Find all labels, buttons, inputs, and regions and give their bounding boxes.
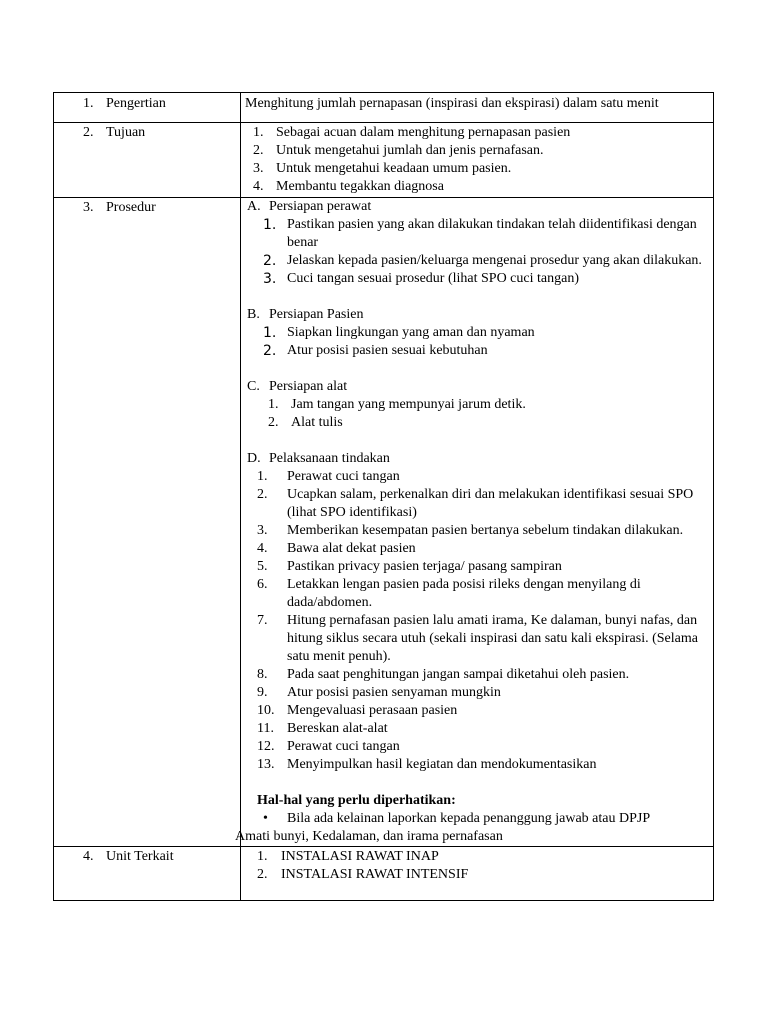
section-title: C. Persiapan alat bbox=[247, 379, 348, 394]
row-number: 1. bbox=[83, 96, 94, 111]
list-item: 2. Ucapkan salam, perkenalkan diri dan melakukan identifikasi sesuai SPO (lihat SPO identifikasi) bbox=[257, 487, 694, 520]
list-item: 7. Hitung pernafasan pasien lalu amati irama, Ke dalaman, bunyi nafas, dan hitung siklus secara utuh (sekali inspirasi dan satu kali ekspirasi. (Selama satu menit penuh). bbox=[257, 613, 698, 664]
tujuan-list bbox=[253, 124, 713, 196]
row-label: Tujuan bbox=[106, 125, 146, 140]
list-item: 1. Jam tangan yang mempunyai jarum detik. bbox=[268, 397, 526, 412]
label-cell bbox=[54, 93, 241, 123]
list-item: 9. Atur posisi pasien senyaman mungkin bbox=[257, 685, 501, 700]
notes-bullet-item: • Bila ada kelainan laporkan kepada penanggung jawab atau DPJP bbox=[263, 811, 651, 826]
list-item: 13. Menyimpulkan hasil kegiatan dan mendokumentasikan bbox=[257, 757, 597, 772]
list-item: 4. Membantu tegakkan diagnosa bbox=[253, 179, 444, 194]
section-pelaksanaan-tindakan bbox=[241, 450, 713, 774]
list-item: 2. Jelaskan kepada pasien/keluarga mengenai prosedur yang akan dilakukan. bbox=[263, 253, 702, 269]
list-item: 2. Atur posisi pasien sesuai kebutuhan bbox=[263, 343, 488, 359]
section-persiapan-alat bbox=[241, 378, 713, 432]
list-item: 8. Pada saat penghitungan jangan sampai diketahui oleh pasien. bbox=[257, 667, 630, 682]
row-pengertian bbox=[54, 93, 714, 123]
list-item: 10. Mengevaluasi perasaan pasien bbox=[257, 703, 458, 718]
list-item: 6. Letakkan lengan pasien pada posisi rileks dengan menyilang di dada/abdomen. bbox=[257, 577, 641, 610]
section-title: A. Persiapan perawat bbox=[247, 199, 372, 214]
list-item: 5. Pastikan privacy pasien terjaga/ pasang sampiran bbox=[257, 559, 562, 574]
spo-table bbox=[53, 92, 714, 901]
row-number: 4. bbox=[83, 849, 94, 864]
list-item: 2. Untuk mengetahui jumlah dan jenis pernafasan. bbox=[253, 143, 544, 158]
list-item: 1. Perawat cuci tangan bbox=[257, 469, 400, 484]
section-persiapan-perawat bbox=[241, 198, 713, 288]
row-label: Unit Terkait bbox=[106, 849, 174, 864]
list-item: 2. INSTALASI RAWAT INTENSIF bbox=[257, 867, 469, 882]
section-list bbox=[241, 396, 713, 432]
list-item: 3. Cuci tangan sesuai prosedur (lihat SPO cuci tangan) bbox=[263, 271, 579, 287]
notes-heading: Hal-hal yang perlu diperhatikan: bbox=[257, 793, 456, 808]
list-item: 1. Siapkan lingkungan yang aman dan nyaman bbox=[263, 325, 535, 341]
section-title: D. Pelaksanaan tindakan bbox=[247, 451, 390, 466]
section-list bbox=[241, 468, 713, 774]
unit-list bbox=[257, 848, 713, 884]
label-cell bbox=[54, 198, 241, 847]
section-title: B. Persiapan Pasien bbox=[247, 307, 364, 322]
row-prosedur bbox=[54, 198, 714, 847]
pengertian-text: Menghitung jumlah pernapasan (inspirasi dan ekspirasi) dalam satu menit bbox=[241, 93, 714, 123]
list-item: 1. INSTALASI RAWAT INAP bbox=[257, 849, 439, 864]
row-number: 3. bbox=[83, 200, 94, 215]
list-item: 3. Untuk mengetahui keadaan umum pasien. bbox=[253, 161, 512, 176]
list-item: 11. Bereskan alat-alat bbox=[257, 721, 388, 736]
label-cell bbox=[54, 123, 241, 198]
row-label: Prosedur bbox=[106, 200, 156, 215]
list-item: 4. Bawa alat dekat pasien bbox=[257, 541, 416, 556]
list-item: 1. Pastikan pasien yang akan dilakukan tindakan telah diidentifikasi dengan benar bbox=[263, 217, 697, 250]
bullet-icon: • bbox=[263, 811, 268, 826]
tujuan-cell bbox=[241, 123, 714, 198]
label-cell bbox=[54, 847, 241, 901]
row-tujuan bbox=[54, 123, 714, 198]
section-list bbox=[241, 216, 713, 288]
list-item: 3. Memberikan kesempatan pasien bertanya sebelum tindakan dilakukan. bbox=[257, 523, 684, 538]
section-list bbox=[241, 324, 713, 360]
row-unit-terkait bbox=[54, 847, 714, 901]
list-item: 2. Alat tulis bbox=[268, 415, 343, 430]
notes-text: Amati bunyi, Kedalaman, dan irama pernafasan bbox=[235, 829, 503, 844]
row-label: Pengertian bbox=[106, 96, 166, 111]
unit-cell bbox=[241, 847, 714, 901]
prosedur-cell bbox=[235, 198, 714, 847]
row-number: 2. bbox=[83, 125, 94, 140]
list-item: 1. Sebagai acuan dalam menghitung pernapasan pasien bbox=[253, 125, 571, 140]
section-persiapan-pasien bbox=[241, 306, 713, 360]
list-item: 12. Perawat cuci tangan bbox=[257, 739, 400, 754]
